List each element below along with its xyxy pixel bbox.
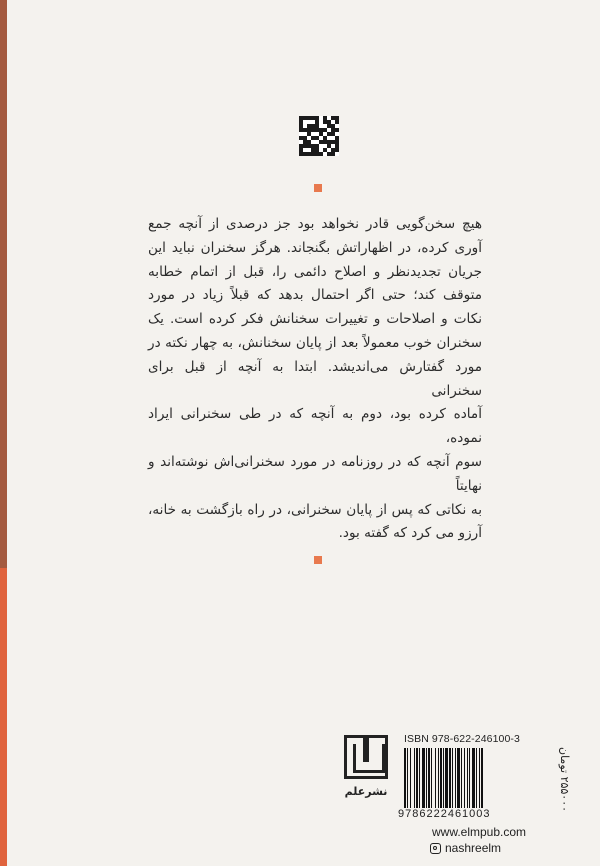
- blurb-line: نکات و اصلاحات و تغییرات سخنانش فکر کرده است. یک: [148, 311, 482, 328]
- isbn-label: ISBN 978-622-246100-3: [404, 733, 520, 745]
- qr-code: [299, 116, 339, 156]
- publisher-name: نشرعلم: [344, 785, 388, 798]
- blurb-line: آوری کرده، در اظهاراتش بگنجاند. هرگز سخنران نباید این: [148, 239, 482, 256]
- blurb-line: به نکاتی که پس از پایان سخنرانی، در راه بازگشت به خانه،: [148, 501, 482, 518]
- price-label: ۲۵۵۰۰۰ تومان: [558, 746, 571, 812]
- instagram-icon: [430, 843, 441, 854]
- blurb-text: [148, 213, 482, 546]
- blurb-line: هیچ سخن‌گویی قادر نخواهد بود جز درصدی از آنچه جمع: [148, 216, 482, 232]
- publisher-logo-icon: [344, 735, 388, 779]
- barcode-number: 9786222461003: [398, 808, 491, 820]
- publisher-logo: [338, 735, 394, 811]
- blurb-line: سخنران خوب معمولاً بعد از پایان سخنانش، به چهار نکته در: [148, 334, 482, 351]
- blurb-line: مورد گفتارش می‌اندیشد. ابتدا به آنچه از قبل برای سخنرانی: [148, 358, 482, 399]
- blurb-line: سوم آنچه که در روزنامه در مورد سخنرانی‌اش نوشته‌اند و نهایتاً: [148, 453, 482, 494]
- blurb-line: آرزو می کرد که گفته بود.: [338, 525, 482, 542]
- spine-edge-top: [0, 0, 7, 568]
- instagram-link[interactable]: [430, 841, 501, 855]
- decorative-square-bottom: [314, 556, 322, 564]
- barcode: [404, 748, 554, 808]
- blurb-line: آماده کرده بود، دوم به آنچه که در طی سخنرانی ایراد نموده،: [148, 406, 482, 447]
- decorative-square-top: [314, 184, 322, 192]
- instagram-handle: nashreelm: [445, 841, 502, 855]
- blurb-line: متوقف کند؛ حتی اگر احتمال بدهد که قبلاً زیاد در مورد: [148, 287, 482, 304]
- spine-edge-bottom: [0, 568, 7, 866]
- website-link[interactable]: www.elmpub.com: [432, 825, 527, 839]
- blurb-line: جریان تجدیدنظر و اصلاح دائمی را، قبل از اتمام خطابه: [148, 263, 482, 280]
